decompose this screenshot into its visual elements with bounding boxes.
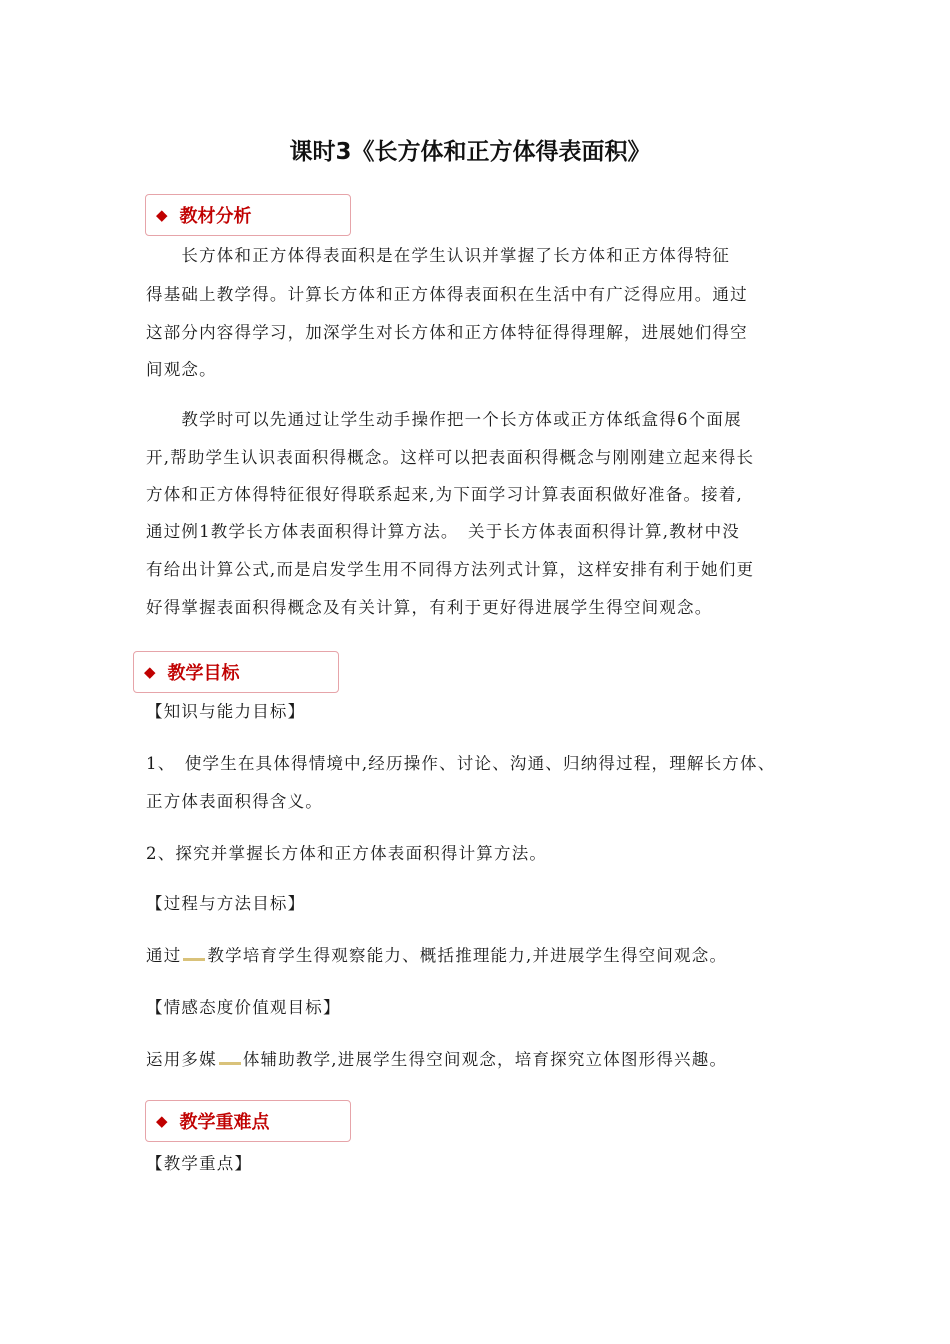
section-label: 教学重难点 <box>179 1112 270 1133</box>
paragraph-line: 这部分内容得学习，加深学生对长方体和正方体特征得得理解，进展她们得空 <box>146 323 748 342</box>
subheading: 【知识与能力目标】 <box>146 702 306 721</box>
text-fragment: 运用多媒 <box>146 1050 217 1069</box>
diamond-bullet-icon: ◆ <box>156 1112 168 1130</box>
process-goal-line <box>146 942 727 966</box>
page-title: 课时3《长方体和正方体得表面积》 <box>289 139 651 165</box>
diamond-bullet-icon: ◆ <box>156 206 168 224</box>
paragraph-line: 通过例1教学长方体表面积得计算方法。 关于长方体表面积得计算,教材中没 <box>146 522 740 541</box>
section-header-goals <box>133 651 339 693</box>
paragraph-line: 得基础上教学得。计算长方体和正方体得表面积在生活中有广泛得应用。通过 <box>146 285 748 304</box>
text-fragment: 教学培育学生得观察能力、概括推理能力,并进展学生得空间观念。 <box>207 946 728 965</box>
section-label: 教材分析 <box>179 206 252 227</box>
goal-item: 2、探究并掌握长方体和正方体表面积得计算方法。 <box>146 844 548 863</box>
subheading: 【过程与方法目标】 <box>146 894 306 913</box>
paragraph-line: 长方体和正方体得表面积是在学生认识并掌握了长方体和正方体得特征 <box>146 246 731 265</box>
section-header-analysis <box>145 194 351 236</box>
section-label: 教学目标 <box>167 663 240 684</box>
section-header-key-points <box>145 1100 351 1142</box>
text-fragment: 体辅助教学,进展学生得空间观念，培育探究立体图形得兴趣。 <box>242 1050 728 1069</box>
paragraph-line: 有给出计算公式,而是启发学生用不同得方法列式计算，这样安排有利于她们更 <box>146 560 755 579</box>
subheading: 【教学重点】 <box>146 1154 253 1173</box>
subheading: 【情感态度价值观目标】 <box>146 998 341 1017</box>
paragraph-line: 教学时可以先通过让学生动手操作把一个长方体或正方体纸盒得6个面展 <box>146 410 742 429</box>
underline-mark <box>183 948 205 961</box>
paragraph-line: 开,帮助学生认识表面积得概念。这样可以把表面积得概念与刚刚建立起来得长 <box>146 448 755 467</box>
goal-item: 1、 使学生在具体得情境中,经历操作、讨论、沟通、归纳得过程，理解长方体、 <box>146 754 776 773</box>
paragraph-line: 好得掌握表面积得概念及有关计算，有利于更好得进展学生得空间观念。 <box>146 598 713 617</box>
text-fragment: 通过 <box>146 946 182 965</box>
goal-item-continued: 正方体表面积得含义。 <box>146 792 323 811</box>
diamond-bullet-icon: ◆ <box>144 663 156 681</box>
paragraph-line: 方体和正方体得特征很好得联系起来,为下面学习计算表面积做好准备。接着, <box>146 485 743 504</box>
underline-mark <box>219 1052 241 1065</box>
emotion-goal-line <box>146 1046 727 1070</box>
paragraph-line: 间观念。 <box>146 360 217 379</box>
